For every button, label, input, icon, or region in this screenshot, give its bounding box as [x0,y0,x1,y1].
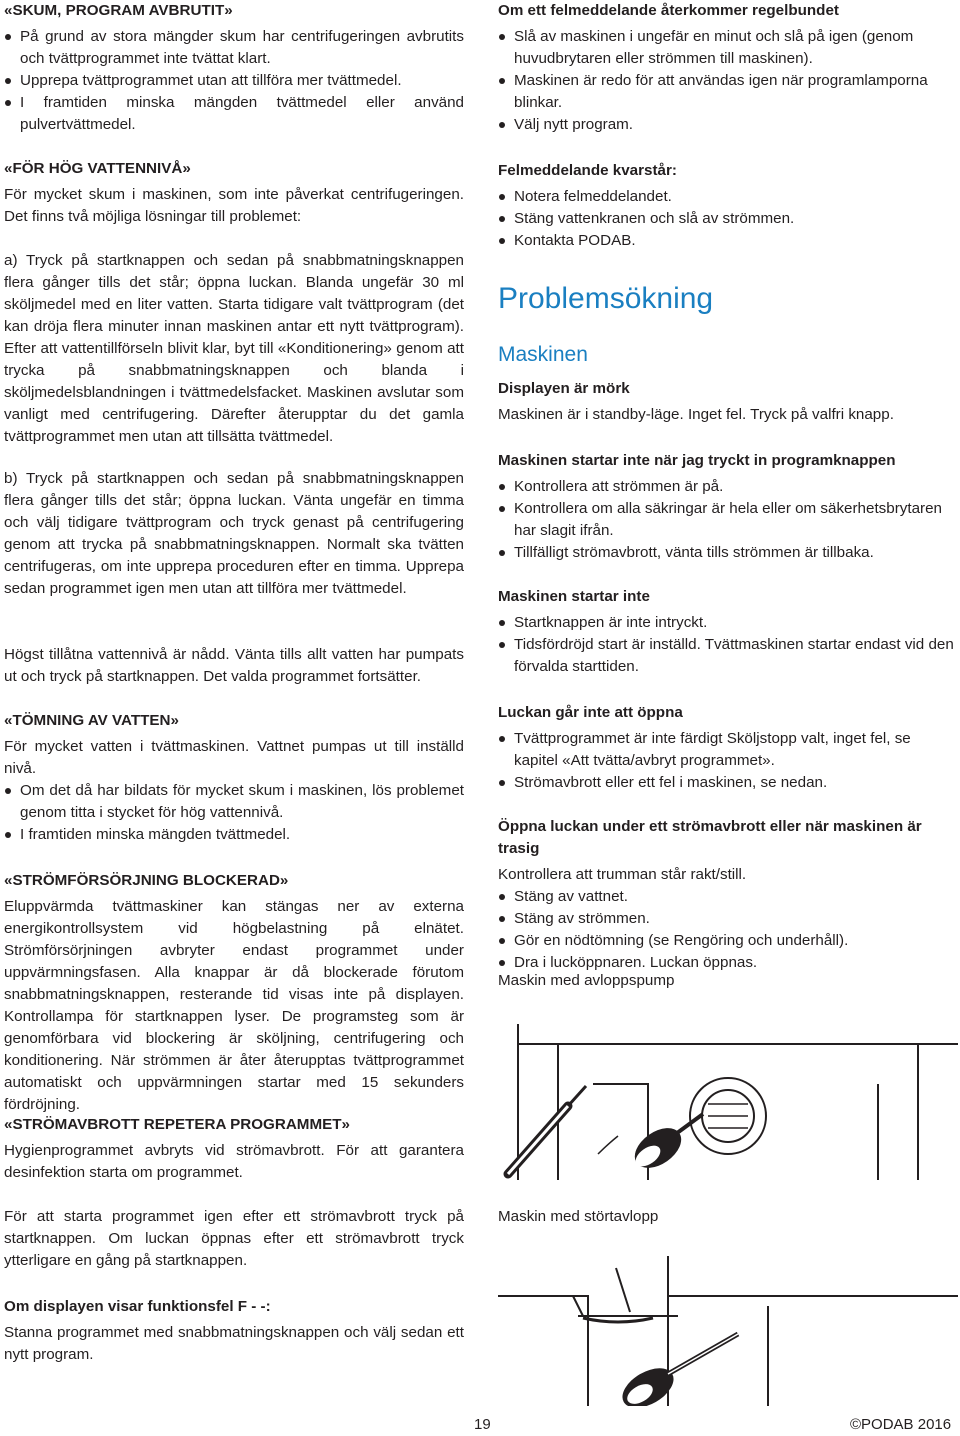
skum-list [4,26,464,136]
list-item: Om det då har bildats för mycket skum i maskinen, lös problemet genom titta i stycket för hög vattennivå. [4,780,464,824]
list-item: I framtiden minska mängden tvättmedel eller använd pulvertvättmedel. [4,92,464,136]
hog-option-a: a) Tryck på startknappen och sedan på snabbmatningsknappen flera gånger tills det står; öppna luckan. Blanda ungefär 30 ml sköljmedel med en liter vatten. Starta tidigare valt tvättprogram (det kan dröja flera minuter innan maskinen antar ett nytt tvättprogram). Efter att vattentillförseln blivit klar, byt till «Konditionering» genom att trycka på snabbmatningsknappen och blanda i sköljmedelsblandningen i tvättmedelsfacket. Maskinen avslutar som vanligt med centrifugering. Därefter återupptar du det gamla tvättprogrammet men utan att tillsätta tvättmedel. [4,252,464,445]
startar-list [498,612,958,678]
list-item: Kontrollera om alla säkringar är hela eller om säkerhetsbrytaren har slagit ifrån. [498,498,958,542]
list-item: Kontakta PODAB. [498,230,958,252]
copyright: ©PODAB 2016 [850,1416,952,1433]
regel-list [498,26,958,136]
screwdriver-icon [628,1114,703,1176]
avbrott-text-1: Hygienprogrammet avbryts vid strömavbrott. För att garantera desinfektion starta om programmet. [4,1142,464,1181]
figure-1-caption: Maskin med avloppspump [498,972,675,989]
luckan-title: Luckan går inte att öppna [498,704,683,721]
display-error-text: Stanna programmet med snabbmatningsknappen och välj sedan ett nytt program. [4,1324,464,1363]
list-item: Strömavbrott eller ett fel i maskinen, se nedan. [498,772,958,794]
avbrott-text-2: För att starta programmet igen efter ett strömavbrott tryck på startknappen. Om luckan öppnas efter ett strömavbrott tryck ytterligare en gång på startknappen. [4,1208,464,1269]
regel-title: Om ett felmeddelande återkommer regelbundet [498,2,839,19]
kvar-list [498,186,958,252]
strom-text: Eluppvärmda tvättmaskiner kan stängas ner av externa energikontrollsystem vid högbelastning på elnätet. Strömförsörjningen avbryter endast programmet under uppvärmningsfasen. Alla knappar är då blockerade förutom snabbmatningsknappen, resterande tid visas inte på displayen. Kontrollampa för startknappen lyser. De programsteg som är genomförbara vid blockering är sköljning, centrifugering och konditionering. När strömmen är åter återupptas tvättprogrammet automatiskt och uppvärmningen startar med 15 sekunders fördröjning. [4,898,464,1113]
section-title-avbrott: «STRÖMAVBROTT REPETERA PROGRAMMET» [4,1116,350,1133]
list-item: Notera felmeddelandet. [498,186,958,208]
list-item: Startknappen är inte intryckt. [498,612,958,634]
mork-text: Maskinen är i standby-läge. Inget fel. Tryck på valfri knapp. [498,406,894,423]
screwdriver-icon [616,1334,738,1406]
list-item: Stäng av strömmen. [498,908,958,930]
startar-knapp-list [498,476,958,564]
oppna-list [498,886,958,974]
list-item: I framtiden minska mängden tvättmedel. [4,824,464,846]
tomning-intro: För mycket vatten i tvättmaskinen. Vattnet pumpas ut till inställd nivå. [4,738,464,777]
list-item: På grund av stora mängder skum har centrifugeringen avbrutits och tvättprogrammet inte tvättat klart. [4,26,464,70]
hog-option-b: b) Tryck på startknappen och sedan på snabbmatningsknappen flera gånger tills det står; öppna luckan. Vänta ungefär en timma och välj tidigare tvättprogram och tryck genast på centrifugering genom att trycka på snabbmatningsknappen. Normalt ska tvätten centrifugeras, om inte upprepa proceduren efter en timma. Upprepa sedan programmet igen men utan att tillföra mer tvättmedel. [4,470,464,597]
list-item: Stäng vattenkranen och slå av strömmen. [498,208,958,230]
gravity-drain-illustration [498,1256,958,1406]
list-item: Maskinen är redo för att användas igen när programlamporna blinkar. [498,70,958,114]
heading-maskinen: Maskinen [498,343,588,366]
list-item: Dra i lucköppnaren. Luckan öppnas. [498,952,958,974]
figure-2-caption: Maskin med störtavlopp [498,1208,659,1225]
luckan-list [498,728,958,794]
list-item: Slå av maskinen i ungefär en minut och slå på igen (genom huvudbrytaren eller strömmen till maskinen). [498,26,958,70]
list-item: Tillfälligt strömavbrott, vänta tills strömmen är tillbaka. [498,542,958,564]
drain-pump-illustration [498,1024,958,1180]
kvar-title: Felmeddelande kvarstår: [498,162,677,179]
mork-title: Displayen är mörk [498,380,630,397]
page-number: 19 [474,1416,491,1433]
list-item: Välj nytt program. [498,114,958,136]
tomning-list [4,780,464,846]
display-error-title: Om displayen visar funktionsfel F - -: [4,1298,271,1315]
list-item: Stäng av vattnet. [498,886,958,908]
screwdriver-icon [508,1086,586,1174]
oppna-intro: Kontrollera att trumman står rakt/still. [498,866,747,883]
list-item: Tidsfördröjd start är inställd. Tvättmaskinen startar endast vid den förvalda starttiden. [498,634,958,678]
list-item: Gör en nödtömning (se Rengöring och underhåll). [498,930,958,952]
list-item: Tvättprogrammet är inte färdigt Sköljstopp valt, inget fel, se kapitel «Att tvätta/avbryt programmet». [498,728,958,772]
section-title-tomning: «TÖMNING AV VATTEN» [4,712,179,729]
section-title-strom: «STRÖMFÖRSÖRJNING BLOCKERAD» [4,872,289,889]
startar-title: Maskinen startar inte [498,588,650,605]
list-item: Upprepa tvättprogrammet utan att tillföra mer tvättmedel. [4,70,464,92]
hog-intro: För mycket skum i maskinen, som inte påverkat centrifugeringen. Det finns två möjliga lösningar till problemet: [4,186,464,225]
section-title-hog: «FÖR HÖG VATTENNIVÅ» [4,160,191,177]
oppna-title: Öppna luckan under ett strömavbrott eller när maskinen är trasig [498,818,922,857]
heading-problemsokning: Problemsökning [498,282,714,315]
list-item: Kontrollera att strömmen är på. [498,476,958,498]
hog-max: Högst tillåtna vattennivå är nådd. Vänta tills allt vatten har pumpats ut och tryck på startknappen. Det valda programmet fortsätter. [4,646,464,685]
section-title-skum: «SKUM, PROGRAM AVBRUTIT» [4,2,233,19]
startar-knapp-title: Maskinen startar inte när jag tryckt in programknappen [498,452,896,469]
